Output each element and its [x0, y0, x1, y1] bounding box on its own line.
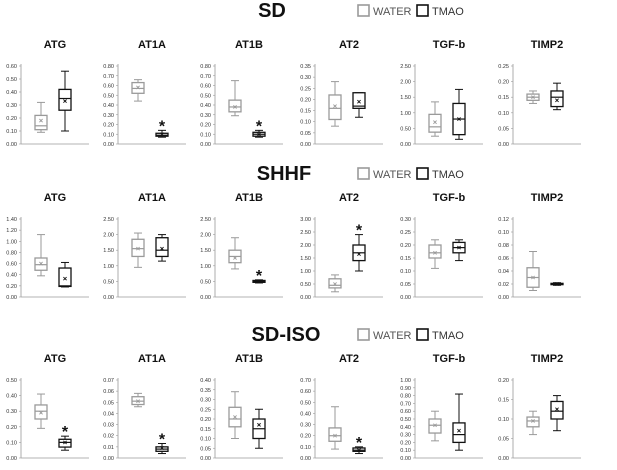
y-tick-label: 0.40 — [6, 272, 17, 279]
significance-asterisk: * — [61, 424, 69, 442]
y-tick-label: 2.50 — [300, 230, 311, 236]
legend-label-tmao: TMAO — [432, 169, 464, 181]
y-tick-label: 0.00 — [400, 295, 411, 301]
y-tick-label: 0.90 — [400, 385, 411, 392]
panel-at1b — [200, 353, 283, 462]
y-tick-label: 0.20 — [200, 417, 211, 423]
y-tick-label: 0.20 — [6, 283, 17, 290]
panel-title: AT2 — [339, 353, 359, 365]
group-title: SHHF — [256, 163, 312, 185]
y-tick-label: 1.50 — [103, 248, 114, 255]
y-tick-label: 1.20 — [6, 228, 17, 235]
row-sd-iso — [6, 324, 581, 462]
y-tick-label: 0.08 — [498, 243, 509, 249]
panel-title: ATG — [43, 192, 67, 204]
box-water — [132, 80, 144, 101]
y-tick-label: 0.50 — [103, 93, 114, 100]
y-tick-label: 0.00 — [6, 295, 17, 301]
y-tick-label: 0.15 — [498, 397, 509, 404]
panel-timp2 — [498, 39, 581, 148]
y-tick-label: 0.50 — [200, 93, 211, 100]
legend-label-tmao: TMAO — [432, 6, 464, 18]
y-tick-label: 3.00 — [300, 217, 311, 223]
panel-tgf-b — [400, 353, 483, 462]
box-iqr — [59, 268, 71, 286]
y-tick-label: 0.10 — [400, 448, 411, 455]
panel-atg — [6, 39, 89, 148]
y-tick-label: 0.05 — [200, 446, 211, 453]
box-water — [329, 275, 341, 292]
y-tick-label: 0.50 — [103, 279, 114, 286]
panel-at1b — [200, 192, 283, 301]
box-water — [429, 240, 441, 269]
y-tick-label: 0.60 — [400, 409, 411, 416]
legend-swatch-water — [358, 168, 369, 179]
y-tick-label: 0.10 — [400, 269, 411, 275]
y-tick-label: 0.00 — [300, 142, 311, 148]
box-tmao — [453, 394, 465, 450]
box-water — [229, 392, 241, 439]
box-iqr — [329, 428, 341, 441]
y-tick-label: 0.50 — [400, 126, 411, 133]
legend-label-water: WATER — [373, 169, 412, 181]
y-tick-label: 0.30 — [6, 103, 17, 109]
legend-label-water: WATER — [373, 330, 412, 342]
y-tick-label: 0.20 — [6, 424, 17, 431]
y-tick-label: 0.10 — [300, 444, 311, 451]
panel-title: TGF-b — [432, 39, 466, 51]
box-iqr — [453, 423, 465, 443]
y-tick-label: 0.25 — [400, 230, 411, 236]
y-tick-label: 0.10 — [6, 129, 17, 135]
box-iqr — [429, 419, 441, 433]
box-water — [132, 393, 144, 406]
significance-asterisk: * — [355, 222, 363, 240]
y-tick-label: 0.60 — [103, 83, 114, 90]
legend-label-tmao: TMAO — [432, 330, 464, 342]
panel-title: AT2 — [339, 192, 359, 204]
y-tick-label: 0.30 — [400, 432, 411, 439]
y-tick-label: 0.40 — [300, 411, 311, 418]
y-tick-label: 0.80 — [103, 64, 114, 70]
y-tick-label: 2.00 — [200, 232, 211, 239]
y-tick-label: 0.03 — [103, 422, 114, 429]
y-tick-label: 0.02 — [103, 433, 114, 440]
box-iqr — [156, 238, 168, 257]
box-tmao — [453, 240, 465, 261]
box-tmao — [353, 93, 365, 118]
panel-title: AT2 — [339, 39, 359, 51]
y-tick-label: 0.06 — [103, 389, 114, 396]
y-tick-label: 0.50 — [300, 400, 311, 407]
box-tmao — [59, 71, 71, 131]
panel-title: TGF-b — [432, 192, 466, 204]
y-tick-label: 0.10 — [200, 132, 211, 139]
y-tick-label: 0.15 — [200, 426, 211, 433]
y-tick-label: 0.00 — [400, 142, 411, 148]
y-tick-label: 0.20 — [300, 97, 311, 104]
significance-asterisk: * — [355, 434, 363, 452]
box-water — [429, 102, 441, 136]
legend-swatch-water — [358, 5, 369, 16]
y-tick-label: 1.50 — [300, 256, 311, 262]
y-tick-label: 0.50 — [200, 279, 211, 286]
y-tick-label: 0.05 — [498, 126, 509, 133]
group-title: SD-ISO — [251, 324, 321, 346]
box-tmao — [453, 89, 465, 139]
y-tick-label: 0.00 — [200, 295, 211, 301]
y-tick-label: 0.10 — [103, 132, 114, 139]
significance-asterisk: * — [255, 267, 263, 285]
box-tmao — [59, 262, 71, 287]
y-tick-label: 0.00 — [498, 295, 509, 301]
y-tick-label: 0.00 — [103, 456, 114, 462]
y-tick-label: 0.20 — [498, 378, 509, 384]
box-tmao — [353, 235, 365, 271]
box-water — [229, 238, 241, 269]
box-iqr — [551, 401, 563, 419]
y-tick-label: 1.00 — [300, 269, 311, 275]
panel-timp2 — [498, 192, 581, 301]
y-tick-label: 2.50 — [200, 217, 211, 223]
y-tick-label: 0.50 — [6, 378, 17, 384]
y-tick-label: 0.20 — [498, 79, 509, 86]
y-tick-label: 0.00 — [103, 295, 114, 301]
y-tick-label: 0.30 — [300, 422, 311, 429]
y-tick-label: 0.70 — [400, 401, 411, 408]
y-tick-label: 0.00 — [103, 142, 114, 148]
panel-at1a — [103, 39, 186, 148]
panel-title: AT1A — [138, 353, 166, 365]
y-tick-label: 0.30 — [200, 397, 211, 404]
y-tick-label: 0.15 — [400, 256, 411, 262]
panel-title: ATG — [43, 353, 67, 365]
y-tick-label: 0.70 — [200, 73, 211, 80]
significance-asterisk: * — [255, 118, 263, 136]
y-tick-label: 1.00 — [103, 263, 114, 270]
panel-at2 — [300, 192, 383, 301]
box-iqr — [229, 100, 241, 112]
y-tick-label: 0.20 — [200, 122, 211, 129]
y-tick-label: 0.00 — [6, 142, 17, 148]
box-tmao — [551, 83, 563, 110]
legend-swatch-water — [358, 329, 369, 340]
y-tick-label: 0.25 — [498, 64, 509, 70]
box-water — [35, 394, 47, 428]
box-tmao — [253, 409, 265, 448]
y-tick-label: 0.00 — [200, 142, 211, 148]
box-iqr — [527, 417, 539, 427]
y-tick-label: 0.20 — [400, 440, 411, 447]
panel-title: TIMP2 — [530, 39, 564, 51]
y-tick-label: 0.50 — [6, 77, 17, 83]
panel-at1b — [200, 39, 283, 148]
box-water — [35, 102, 47, 132]
y-tick-label: 2.50 — [103, 217, 114, 223]
panel-title: AT1B — [235, 353, 263, 365]
y-tick-label: 0.00 — [200, 456, 211, 462]
box-water — [527, 411, 539, 434]
legend-swatch-tmao — [417, 5, 428, 16]
box-water — [429, 411, 441, 441]
box-iqr — [59, 89, 71, 110]
box-tmao — [551, 396, 563, 431]
y-tick-label: 0.05 — [300, 130, 311, 137]
panel-title: AT1A — [138, 39, 166, 51]
y-tick-label: 0.05 — [103, 400, 114, 407]
panel-tgf-b — [400, 39, 483, 148]
y-tick-label: 2.00 — [103, 232, 114, 239]
group-title: SD — [258, 0, 286, 22]
y-tick-label: 0.40 — [200, 378, 211, 384]
box-iqr — [329, 279, 341, 288]
y-tick-label: 0.25 — [300, 86, 311, 93]
y-tick-label: 0.70 — [103, 73, 114, 80]
panel-atg — [6, 353, 89, 462]
box-water — [35, 235, 47, 276]
box-iqr — [132, 239, 144, 256]
y-tick-label: 0.00 — [400, 456, 411, 462]
panel-title: AT1B — [235, 192, 263, 204]
y-tick-label: 0.05 — [498, 436, 509, 443]
y-tick-label: 0.04 — [103, 411, 114, 418]
y-tick-label: 0.60 — [6, 261, 17, 268]
y-tick-label: 0.30 — [300, 75, 311, 82]
box-water — [132, 233, 144, 267]
y-tick-label: 0.05 — [400, 282, 411, 288]
y-tick-label: 0.35 — [200, 387, 211, 394]
y-tick-label: 0.02 — [498, 282, 509, 288]
y-tick-label: 0.40 — [6, 90, 17, 96]
panel-title: AT1B — [235, 39, 263, 51]
y-tick-label: 1.00 — [400, 378, 411, 384]
box-water — [329, 407, 341, 449]
legend — [358, 329, 464, 342]
y-tick-label: 0.20 — [300, 433, 311, 440]
box-iqr — [429, 245, 441, 258]
y-tick-label: 0.00 — [498, 142, 509, 148]
box-water — [527, 91, 539, 103]
y-tick-label: 1.50 — [400, 95, 411, 102]
panel-title: ATG — [43, 39, 67, 51]
panel-at2 — [300, 39, 383, 148]
y-tick-label: 1.00 — [200, 263, 211, 270]
legend-label-water: WATER — [373, 6, 412, 18]
y-tick-label: 0.00 — [6, 456, 17, 462]
y-tick-label: 0.04 — [498, 269, 509, 275]
row-sd — [6, 0, 581, 148]
y-tick-label: 0.10 — [498, 230, 509, 236]
y-tick-label: 0.30 — [400, 217, 411, 223]
y-tick-label: 0.60 — [200, 83, 211, 90]
significance-asterisk: * — [158, 118, 166, 136]
y-tick-label: 0.40 — [103, 103, 114, 109]
y-tick-label: 0.80 — [200, 64, 211, 70]
y-tick-label: 0.60 — [6, 64, 17, 70]
legend-swatch-tmao — [417, 329, 428, 340]
box-water — [229, 81, 241, 116]
y-tick-label: 0.00 — [498, 456, 509, 462]
y-tick-label: 0.40 — [6, 393, 17, 400]
panel-at1a — [103, 353, 186, 462]
y-tick-label: 1.00 — [6, 239, 17, 246]
y-tick-label: 0.10 — [300, 119, 311, 126]
row-shhf — [6, 163, 581, 301]
legend-swatch-tmao — [417, 168, 428, 179]
box-tmao — [551, 282, 563, 285]
y-tick-label: 0.15 — [300, 108, 311, 115]
y-tick-label: 0.80 — [400, 393, 411, 400]
y-tick-label: 0.20 — [103, 122, 114, 129]
y-tick-label: 0.30 — [103, 112, 114, 119]
y-tick-label: 0.01 — [103, 444, 114, 451]
box-tmao — [156, 235, 168, 262]
box-iqr — [35, 405, 47, 419]
panel-title: TIMP2 — [530, 192, 564, 204]
y-tick-label: 0.20 — [400, 243, 411, 249]
y-tick-label: 0.50 — [400, 417, 411, 423]
y-tick-label: 0.50 — [300, 282, 311, 288]
y-tick-label: 0.10 — [498, 110, 509, 117]
panel-title: TIMP2 — [530, 353, 564, 365]
y-tick-label: 0.40 — [200, 103, 211, 109]
significance-asterisk: * — [158, 431, 166, 449]
y-tick-label: 0.12 — [498, 217, 509, 223]
y-tick-label: 0.07 — [103, 378, 114, 384]
y-tick-label: 0.06 — [498, 256, 509, 262]
panel-atg — [6, 192, 89, 301]
panel-timp2 — [498, 353, 581, 462]
y-tick-label: 1.50 — [200, 248, 211, 255]
y-tick-label: 0.80 — [6, 250, 17, 257]
y-tick-label: 0.60 — [300, 389, 311, 396]
box-water — [329, 82, 341, 127]
panel-at2 — [300, 353, 383, 462]
panel-title: TGF-b — [432, 353, 466, 365]
y-tick-label: 2.00 — [400, 79, 411, 86]
box-iqr — [35, 115, 47, 129]
y-tick-label: 0.35 — [300, 64, 311, 70]
box-iqr — [429, 114, 441, 132]
box-iqr — [329, 95, 341, 120]
y-tick-label: 0.10 — [6, 440, 17, 447]
box-iqr — [551, 91, 563, 107]
y-tick-label: 0.10 — [498, 417, 509, 423]
y-tick-label: 0.25 — [200, 407, 211, 414]
box-water — [527, 252, 539, 291]
y-tick-label: 0.15 — [498, 95, 509, 102]
panel-title: AT1A — [138, 192, 166, 204]
y-tick-label: 0.30 — [200, 112, 211, 119]
y-tick-label: 0.40 — [400, 424, 411, 431]
y-tick-label: 0.30 — [6, 409, 17, 416]
panel-at1a — [103, 192, 186, 301]
y-tick-label: 0.00 — [300, 295, 311, 301]
y-tick-label: 1.00 — [400, 110, 411, 117]
y-tick-label: 0.20 — [6, 116, 17, 122]
y-tick-label: 2.50 — [400, 64, 411, 70]
legend — [358, 168, 464, 181]
y-tick-label: 0.70 — [300, 378, 311, 384]
y-tick-label: 1.40 — [6, 217, 17, 223]
y-tick-label: 0.10 — [200, 436, 211, 443]
y-tick-label: 2.00 — [300, 243, 311, 249]
legend — [358, 5, 464, 18]
panel-tgf-b — [400, 192, 483, 301]
y-tick-label: 0.00 — [300, 456, 311, 462]
